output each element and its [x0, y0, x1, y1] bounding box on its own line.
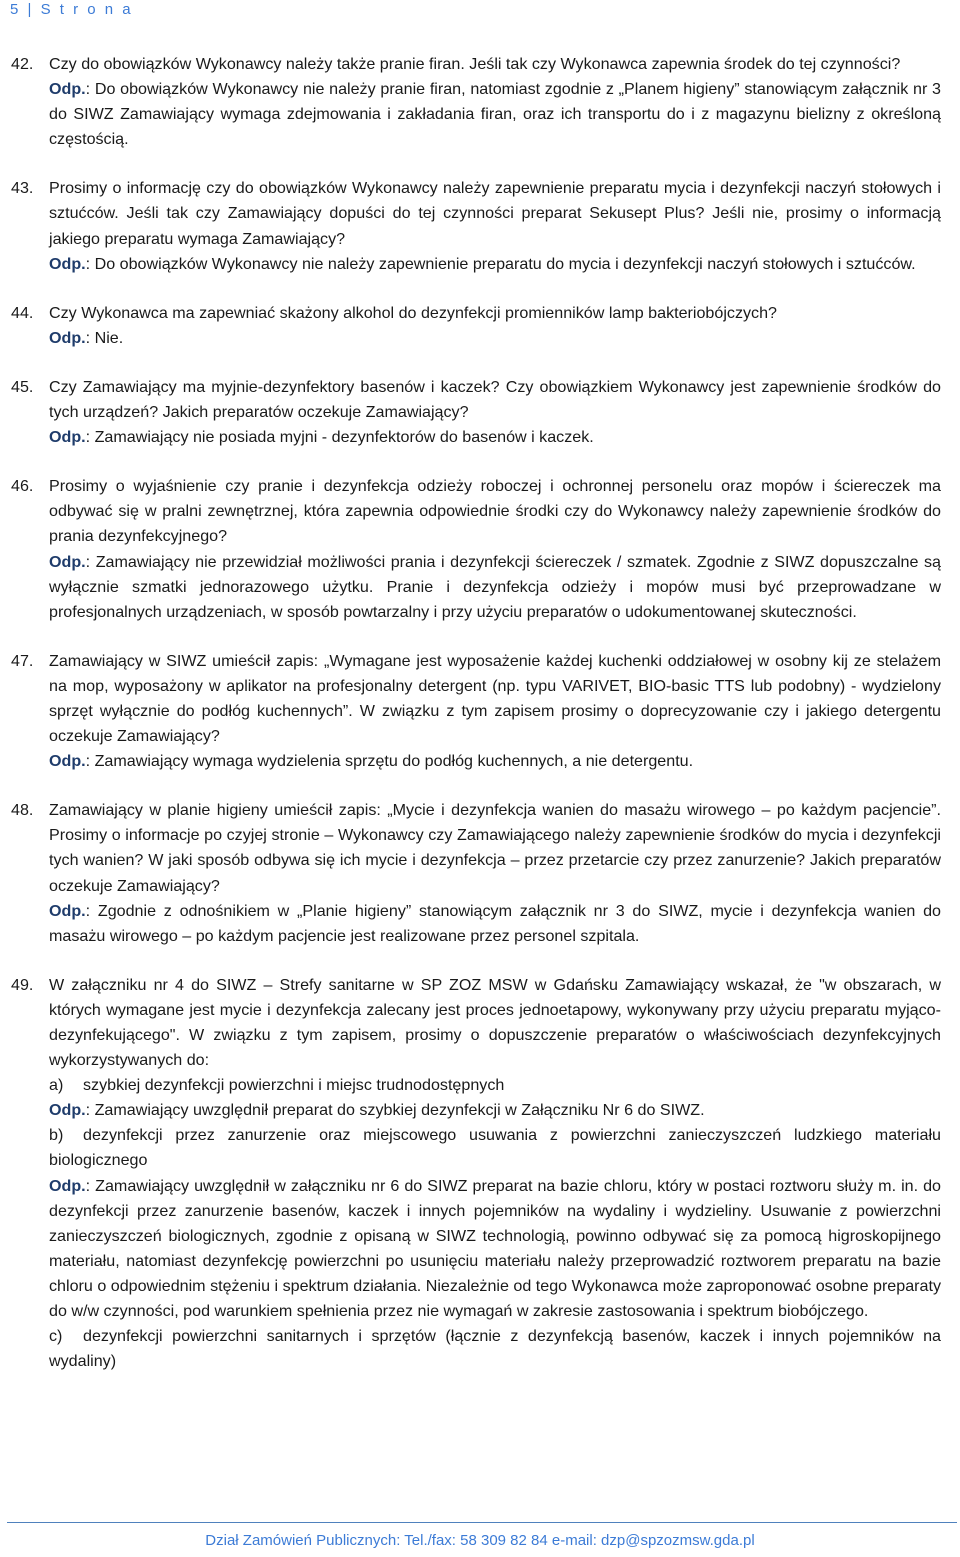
question-47: [11, 649, 941, 774]
answer-paragraph: [49, 252, 941, 277]
subitem-c: [49, 1324, 941, 1374]
answer-label: Odp.: [49, 254, 86, 273]
question-number: 47.: [11, 651, 34, 670]
question-text: Czy Wykonawca ma zapewniać skażony alkohol do dezynfekcji promienników lamp bakteriobójczych?: [49, 303, 777, 322]
answer-text: : Zamawiający wymaga wydzielenia sprzętu do podłóg kuchennych, a nie detergentu.: [85, 752, 694, 771]
answer-paragraph: [49, 899, 941, 949]
answer-label: Odp.: [49, 901, 86, 920]
page-number-header: 5 | S t r o n a: [10, 1, 134, 18]
answer-text: : Zamawiający uwzględnił preparat do szybkiej dezynfekcji w Załączniku Nr 6 do SIWZ.: [85, 1101, 705, 1120]
subitem-letter: b): [49, 1126, 64, 1145]
question-42: [11, 52, 941, 152]
question-number: 48.: [11, 801, 34, 820]
footer-contact: Dział Zamówień Publicznych: Tel./fax: 58 309 82 84 e-mail: dzp@spzozmsw.gda.pl: [205, 1532, 755, 1549]
subitem-text: dezynfekcji powierzchni sanitarnych i sprzętów (łącznie z dezynfekcją basenów, kaczek i innych pojemników na wydaliny): [49, 1327, 941, 1371]
question-text: Zamawiający w SIWZ umieścił zapis: „Wymagane jest wyposażenie każdej kuchenki oddziałowej w osobny kij ze stelażem na mop, wyposażony w aplikator na profesjonalny detergent (np. typu VARIVET, BIO-basic TTS lub podobny) - wydzielony sprzęt wyłącznie do podłóg kuchennych”. W związku z tym zapisem prosimy o doprecyzowanie czy i jakiego detergentu oczekuje Zamawiający?: [49, 651, 941, 746]
question-45: [11, 375, 941, 450]
question-text: Czy do obowiązków Wykonawcy należy także pranie firan. Jeśli tak czy Wykonawca zapewnia środek do tej czynności?: [49, 55, 901, 73]
answer-label: Odp.: [49, 80, 86, 99]
question-number: 45.: [11, 377, 34, 396]
question-text: W załączniku nr 4 do SIWZ – Strefy sanitarne w SP ZOZ MSW w Gdańsku Zamawiający wskazał, że "w obszarach, w których wymagane jest mycie i dezynfekcja zalecany jest proces jednoetapowy, wykonywany przy użyciu preparatu myjąco-dezynfekującego". W związku z tym zapisem, prosimy o dopuszczenie preparatów o właściwościach dezynfekcyjnych wykorzystywanych do:: [49, 975, 941, 1070]
answer-paragraph: [49, 1098, 941, 1123]
answer-text: : Nie.: [85, 328, 124, 347]
question-46: [11, 474, 941, 625]
question-number: 49.: [11, 975, 34, 994]
question-number: 43.: [11, 179, 34, 198]
answer-label: Odp.: [49, 328, 86, 347]
answer-paragraph: [49, 77, 941, 152]
question-number: 46.: [11, 477, 34, 496]
answer-text: : Zgodnie z odnośnikiem w „Planie higieny” stanowiącym załącznik nr 3 do SIWZ, mycie i dezynfekcja wanien do masażu wirowego – po każdym pacjencie jest realizowane przez personel szpitala.: [49, 901, 941, 945]
answer-paragraph: [49, 1174, 941, 1325]
subitem-b: [49, 1123, 941, 1173]
question-text: Prosimy o informację czy do obowiązków Wykonawcy należy zapewnienie preparatu mycia i dezynfekcji naczyń stołowych i sztućców. Jeśli tak czy Zamawiający dopuści do tej czynności preparat Sekusept Plus? Jeśli nie, prosimy o informacją jakiego preparatu wymaga Zamawiający?: [49, 179, 941, 248]
answer-paragraph: [49, 425, 941, 450]
answer-paragraph: [49, 550, 941, 625]
question-text: Czy Zamawiający ma myjnie-dezynfektory basenów i kaczek? Czy obowiązkiem Wykonawcy jest zapewnienie środków do tych urządzeń? Jakich preparatów oczekuje Zamawiający?: [49, 377, 941, 422]
question-43: [11, 176, 941, 276]
subitem-text: dezynfekcji przez zanurzenie oraz miejscowego usuwania z powierzchni zanieczyszczeń ludzkiego materiału biologicznego: [49, 1126, 941, 1170]
answer-text: : Zamawiający uwzględnił w załączniku nr 6 do SIWZ preparat na bazie chloru, który w postaci roztworu służy m. in. do dezynfekcji przez zanurzenie basenów, kaczek i innych pojemników na wydaliny i wydzieliny. Usuwanie z powierzchni zanieczyszczeń biologicznych, zgodnie z opisaną w SIWZ technologią, powinno odbywać się za pomocą higroskopijnego materiału, natomiast dezynfekcję powierzchni po usunięciu materiału należy przeprowadzić roztworem preparatu na bazie chloru o odpowiednim stężeniu i spektrum działania. Niezależnie od tego Wykonawca może zaproponować osobne preparaty do w/w czynności, pod warunkiem spełnienia przez nie wymagań w zakresie zastosowania i spektrum biobójczego.: [49, 1176, 941, 1321]
answer-text: : Zamawiający nie przewidział możliwości prania i dezynfekcji ściereczek / szmatek. Zgodnie z SIWZ dopuszczalne są wyłącznie szmatki jednorazowego użytku. Pranie i dezynfekcja odzieży i mopów musi być przeprowadzane w profesjonalnych urządzeniach, w sposób powtarzalny i przy użyciu preparatów o udokumentowanej skuteczności.: [49, 552, 941, 621]
answer-label: Odp.: [49, 1101, 86, 1120]
question-number: 44.: [11, 303, 34, 322]
question-44: [11, 301, 941, 351]
answer-label: Odp.: [49, 428, 86, 447]
subitem-a: [49, 1073, 941, 1098]
subitem-letter: c): [49, 1327, 63, 1346]
question-text: Prosimy o wyjaśnienie czy pranie i dezynfekcja odzieży roboczej i ochronnej personelu oraz mopów i ściereczek ma odbywać się w pralni zewnętrznej, która zapewnia odpowiednie środki czy do Wykonawcy należy zapewnienie środków do prania dezynfekcyjnego?: [49, 477, 941, 546]
answer-paragraph: [49, 749, 941, 774]
footer-divider: [7, 1522, 957, 1523]
question-text: Zamawiający w planie higieny umieścił zapis: „Mycie i dezynfekcja wanien do masażu wirowego – po każdym pacjencie”. Prosimy o informacje po czyjej stronie – Wykonawcy czy Zamawiającego należy zapewnienie środków do mycia i dezynfekcji tych wanien? W jaki sposób odbywa się ich mycie i dezynfekcja – przez przetarcie czy przez zanurzenie? Jakich preparatów oczekuje Zamawiający?: [49, 801, 941, 895]
question-49: [11, 973, 941, 1375]
question-number: 42.: [11, 55, 34, 73]
answer-text: : Zamawiający nie posiada myjni - dezynfektorów do basenów i kaczek.: [85, 428, 594, 447]
answer-label: Odp.: [49, 752, 86, 771]
document-body: [11, 52, 941, 1398]
answer-label: Odp.: [49, 1176, 86, 1195]
answer-text: : Do obowiązków Wykonawcy nie należy zapewnienie preparatu do mycia i dezynfekcji naczyń stołowych i sztućców.: [85, 254, 916, 273]
answer-label: Odp.: [49, 552, 86, 571]
subitem-text: szybkiej dezynfekcji powierzchni i miejsc trudnodostępnych: [83, 1076, 505, 1095]
question-48: [11, 798, 941, 949]
answer-text: : Do obowiązków Wykonawcy nie należy pranie firan, natomiast zgodnie z „Planem higieny” stanowiącym załącznik nr 3 do SIWZ Zamawiający wymaga zdejmowania i zakładania firan, oraz ich transportu do i z magazynu bielizny z określoną częstością.: [49, 80, 941, 149]
answer-paragraph: [49, 326, 941, 351]
subitem-letter: a): [49, 1076, 64, 1095]
